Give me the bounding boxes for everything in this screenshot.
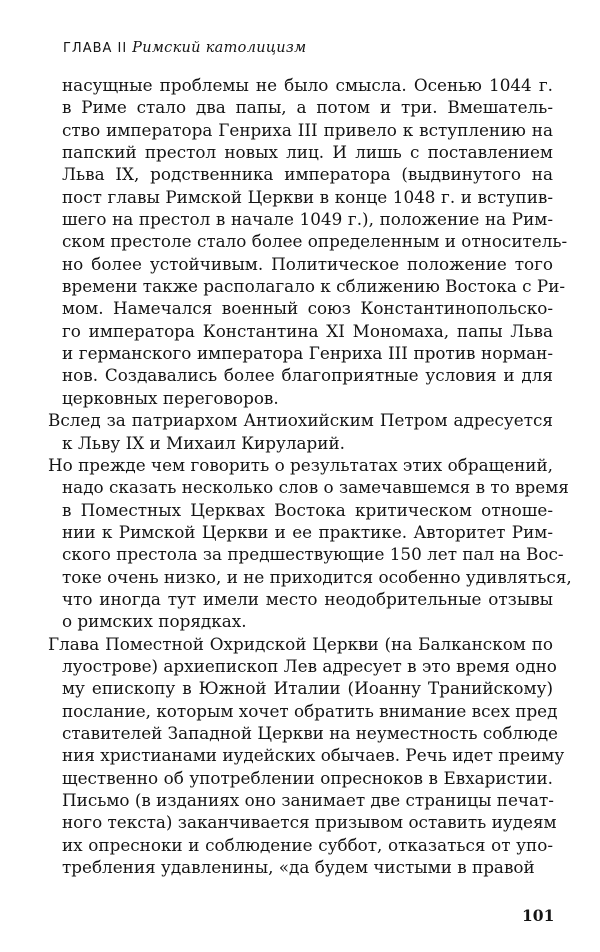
text-line: и германского императора Генриха III против норман- (62, 343, 553, 364)
text-line: папский престол новых лиц. И лишь с поставлением (62, 142, 553, 163)
text-line: что иногда тут имели место неодобрительные отзывы (62, 588, 553, 609)
text-line: луострове) архиепископ Лев адресует в это время одно (62, 655, 557, 676)
text-line: Вслед за патриархом Антиохийским Петром адресуется (48, 410, 553, 431)
text-line: Письмо (в изданиях оно занимает две страницы печат- (62, 790, 554, 810)
text-line: Льва IX, родственника императора (выдвинутого на (62, 164, 553, 185)
text-line: мом. Намечался военный союз Константинопольско- (62, 298, 553, 319)
text-line: го императора Константина XI Мономаха, папы Льва (62, 320, 553, 341)
text-line: времени также располагало к сближению Востока с Ри- (62, 276, 566, 297)
text-line: требления удавленины, «да будем чистыми в правой (62, 857, 535, 878)
text-line: о римских порядках. (62, 611, 247, 632)
text-line: в Поместных Церквах Востока критическом отноше- (62, 499, 553, 520)
text-line: церковных переговоров. (62, 387, 279, 408)
running-header (63, 40, 306, 56)
paragraph-3 (48, 454, 572, 633)
text-line: но более устойчивым. Политическое положение того (62, 253, 553, 274)
text-line: надо сказать несколько слов о замечавшемся в то время (62, 477, 569, 498)
paragraph-1 (48, 74, 568, 409)
text-line: насущные проблемы не было смысла. Осенью 1044 г. (62, 75, 553, 95)
body-text (48, 74, 572, 878)
text-line: ния христианами иудейских обычаев. Речь идет преиму (62, 745, 565, 766)
text-line: послание, которым хочет обратить внимание всех пред (62, 700, 558, 721)
text-line: их опресноки и соблюдение суббот, отказаться от упо- (62, 834, 553, 855)
text-line: токе очень низко, и не приходится особенно удивляться, (62, 566, 572, 587)
text-line: ском престоле стало более определенным и относитель- (62, 231, 568, 252)
text-line: к Льву IX и Михаил Кируларий. (62, 432, 345, 453)
text-line: му епископу в Южной Италии (Иоанну Транийскому) (62, 678, 553, 699)
chapter-label: ГЛАВА II (63, 41, 128, 56)
text-line: ставителей Западной Церкви на неуместность соблюде (62, 722, 558, 743)
text-line: нов. Создавались более благоприятные условия и для (62, 365, 553, 386)
text-line: ного текста) заканчивается призывом оставить иудеям (62, 812, 557, 833)
text-line: щественно об употреблении опресноков в Евхаристии. (62, 767, 553, 788)
text-line: ство императора Генриха III привело к вступлению на (62, 119, 553, 140)
chapter-subtitle: Римский католицизм (132, 40, 307, 56)
text-line: шего на престол в начале 1049 г.), положение на Рим- (62, 209, 553, 230)
page-number: 101 (522, 906, 555, 925)
paragraph-2 (48, 409, 553, 454)
text-line: в Риме стало два папы, а потом и три. Вмешатель- (62, 97, 553, 118)
text-line: ского престола за предшествующие 150 лет пал на Вос- (62, 544, 564, 565)
paragraph-4 (48, 633, 565, 879)
text-line: пост главы Римской Церкви в конце 1048 г. и вступив- (62, 186, 553, 207)
text-line: Но прежде чем говорить о результатах этих обращений, (48, 454, 553, 475)
text-line: нии к Римской Церкви и ее практике. Авторитет Рим- (62, 521, 553, 542)
text-line: Глава Поместной Охридской Церкви (на Балканском по (48, 633, 553, 654)
